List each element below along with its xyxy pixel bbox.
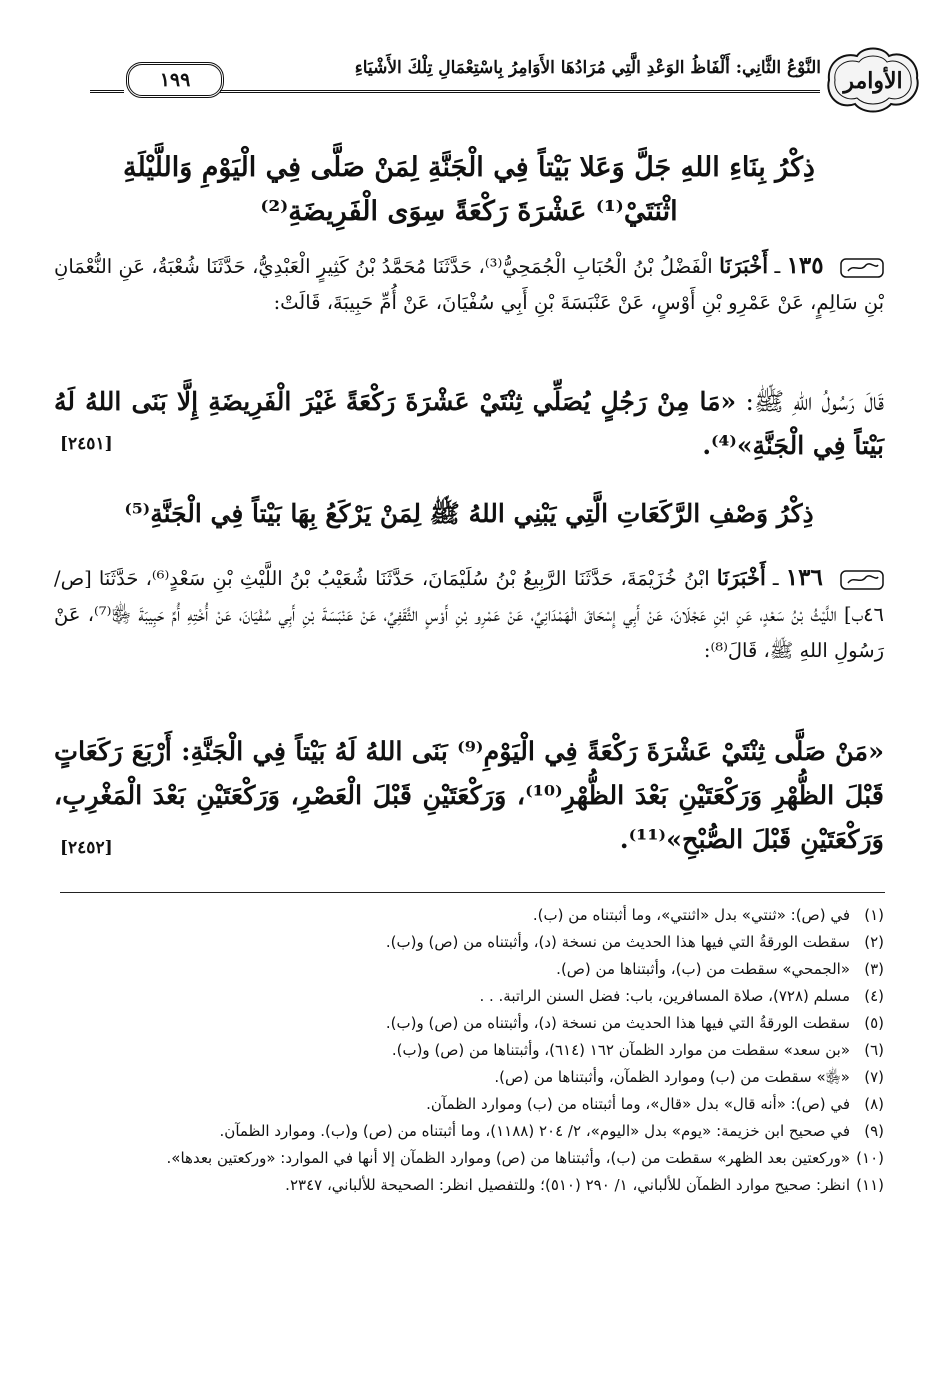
footnote (54, 956, 884, 983)
footnote (54, 902, 884, 929)
hadith-isnad (54, 248, 884, 321)
akhbarana-label: أَخْبَرَنَا (719, 253, 769, 278)
hadith-matn (54, 380, 884, 468)
isnad-text: الْفَضْلُ بْنُ الْحُبَابِ الْجُمَحِيُّ⁽³⁾، حَدَّثَنَا مُحَمَّدُ بْنُ كَثِيرٍ الْعَبْدِيُّ، حَدَّثَنَا شُعْبَةُ، عَنِ النُّعْمَانِ بْنِ سَالِمٍ، عَنْ عَمْرِو بْنِ أَوْسٍ، عَنْ عَنْبَسَةَ بْنِ أَبِي سُفْيَانَ، عَنْ أُمِّ حَبِيبَةَ، قَالَتْ: (54, 255, 884, 314)
footnote-text: سقطت الورقةُ التي فيها هذا الحديث من نسخة (د)، وأثبتناه من (ص) و(ب). (385, 933, 850, 951)
dash: ـ (768, 255, 781, 278)
hadith-matn (54, 730, 884, 862)
header-rule (220, 90, 820, 93)
footnote (54, 983, 884, 1010)
footnote (54, 1172, 884, 1199)
dash: ـ (765, 567, 779, 590)
footnote-text: «الجمحي» سقطت من (ب)، وأثبتناها من (ص). (556, 960, 850, 978)
akhbarana-label: أَخْبَرَنَا (716, 565, 766, 590)
section-heading (54, 492, 884, 536)
hadith-number: ١٣٥ (786, 252, 824, 279)
footnote-number: (٤) (864, 987, 884, 1005)
heading-line: ذِكْرُ وَصْفِ الرَّكَعَاتِ الَّتِي يَبْنِي اللهُ ﷺ لِمَنْ يَرْكَعُ بِهَا بَيْتاً فِي الْجَنَّةِ⁽⁵⁾ (124, 499, 814, 528)
hadith-marker-icon (840, 257, 884, 279)
footnote-text: انظر: صحيح موارد الظمآن للألباني، ١/ ٢٩٠ (٥١٠)؛ وللتفصيل انظر: الصحيحة للألباني، ٢٣٤٧. (285, 1176, 850, 1194)
footnote-text: في (ص): «ثنتي» بدل «اثنتي»، وما أثبتناه من (ب). (532, 906, 850, 924)
footnote (54, 1145, 884, 1172)
footnote-text: في (ص): «أنه قال» بدل «قال»، وما أثبتناه من (ب) وموارد الظمآن. (426, 1095, 850, 1113)
page-number: ١٩٩ (126, 62, 224, 98)
running-title: النَّوْعُ الثَّانِي: أَلْفَاظُ الوَعْدِ الَّتِي مُرَادُهَا الأَوَامِرُ بِاسْتِعْمَالِ تِلْكَ الأَشْيَاءِ (354, 58, 821, 78)
footnote-number: (٩) (864, 1122, 884, 1140)
heading-line: ذِكْرُ بِنَاءِ اللهِ جَلَّ وَعَلا بَيْتاً فِي الْجَنَّةِ لِمَنْ صَلَّى فِي الْيَوْمِ وَاللَّيْلَةِ (123, 152, 815, 183)
matn-intro: قَالَ رَسُولُ اللهِ ﷺ: (736, 387, 884, 416)
footnote-number: (٨) (864, 1095, 884, 1113)
footnote (54, 1064, 884, 1091)
footnote-number: (١) (864, 906, 884, 924)
heading-line: اثْنَتَيْ⁽¹⁾ عَشْرَةَ رَكْعَةً سِوَى الْفَرِيضَةِ⁽²⁾ (260, 196, 678, 227)
hadith-isnad (54, 560, 884, 669)
hadith-marker-icon (840, 569, 884, 591)
svg-text:الأوامر: الأوامر (843, 68, 903, 94)
page-header (88, 44, 923, 116)
isnad-text: ابْنُ خُزَيْمَةَ، حَدَّثَنَا الرَّبِيعُ بْنُ سُلَيْمَانَ، حَدَّثَنَا شُعَيْبُ بْنُ اللَّيْثِ بْنِ سَعْدٍ⁽⁶⁾، حَدَّثَنَا [ص/٤٦ب] اللَّيْثُ بْنُ سَعْدٍ، عَنِ ابْنِ عَجْلَانَ، عَنْ أَبِي إِسْحَاقَ الْهَمْدَانِيِّ، عَنْ عَمْرِو بْنِ أَوْسٍ الثَّقَفِيِّ، عَنْ عَنْبَسَةَ بْنِ أَبِي سُفْيَانَ، عَنْ أُخْتِهِ أُمِّ حَبِيبَةَ ﵂⁽⁷⁾، عَنْ رَسُولِ اللهِ ﷺ، قَالَ⁽⁸⁾: (54, 567, 885, 662)
footnote-number: (١١) (856, 1176, 884, 1194)
footnote-text: في صحيح ابن خزيمة: «يوم» بدل «اليوم»، ٢/ ٢٠٤ (١١٨٨)، وما أثبتناه من (ص) و(ب). وموارد الظمآن. (219, 1122, 850, 1140)
hadith-ref: [٢٤٥١] (60, 434, 113, 454)
footnote-text: سقطت الورقةُ التي فيها هذا الحديث من نسخة (د)، وأثبتناه من (ص) و(ب). (385, 1014, 850, 1032)
matn-text: «مَا مِنْ رَجُلٍ يُصَلِّي ثِنْتَيْ عَشْرَةَ رَكْعَةً غَيْرَ الْفَرِيضَةِ إِلَّا بَنَى اللهُ لَهُ بَيْتاً فِي الْجَنَّةِ»⁽⁴⁾. (54, 387, 884, 460)
section-logo-icon (823, 44, 923, 116)
footnote-number: (٧) (864, 1068, 884, 1086)
footnote-text: «﵂» سقطت من (ب) وموارد الظمآن، وأثبتناها من (ص). (494, 1068, 850, 1086)
footnote-separator (60, 892, 885, 893)
header-rule (90, 90, 124, 93)
footnote-text: «بن سعد» سقطت من موارد الظمآن ١٦٢ (٦١٤)، وأثبتناها من (ص) و(ب). (391, 1041, 850, 1059)
matn-text: «مَنْ صَلَّى ثِنْتَيْ عَشْرَةَ رَكْعَةً فِي الْيَوْمِ⁽⁹⁾ بَنَى اللهُ لَهُ بَيْتاً فِي الْجَنَّةِ: أَرْبَعَ رَكَعَاتٍ قَبْلَ الظُّهْرِ وَرَكْعَتَيْنِ بَعْدَ الظُّهْرِ⁽¹⁰⁾، وَرَكْعَتَيْنِ قَبْلَ الْعَصْرِ، وَرَكْعَتَيْنِ بَعْدَ الْمَغْرِبِ، وَرَكْعَتَيْنِ قَبْلَ الصُّبْحِ»⁽¹¹⁾. (54, 737, 885, 855)
section-heading (54, 146, 884, 234)
footnotes (54, 902, 884, 1199)
hadith-ref: [٢٤٥٢] (60, 838, 113, 858)
footnote-number: (٢) (864, 933, 884, 951)
footnote (54, 1037, 884, 1064)
footnote-number: (٣) (864, 960, 884, 978)
footnote (54, 1010, 884, 1037)
footnote-text: «وركعتين بعد الظهر» سقطت من (ب)، وأثبتناها من (ص) وموارد الظمآن إلا أنها في الموارد: «وركعتين بعدها». (166, 1149, 850, 1167)
footnote-number: (٥) (864, 1014, 884, 1032)
footnote (54, 1118, 884, 1145)
footnote-number: (٦) (864, 1041, 884, 1059)
hadith-number: ١٣٦ (785, 564, 823, 591)
footnote-text: مسلم (٧٢٨)، صلاة المسافرين، باب: فضل السنن الراتبة. . . (479, 987, 850, 1005)
footnote-number: (١٠) (856, 1149, 884, 1167)
footnote (54, 1091, 884, 1118)
footnote (54, 929, 884, 956)
